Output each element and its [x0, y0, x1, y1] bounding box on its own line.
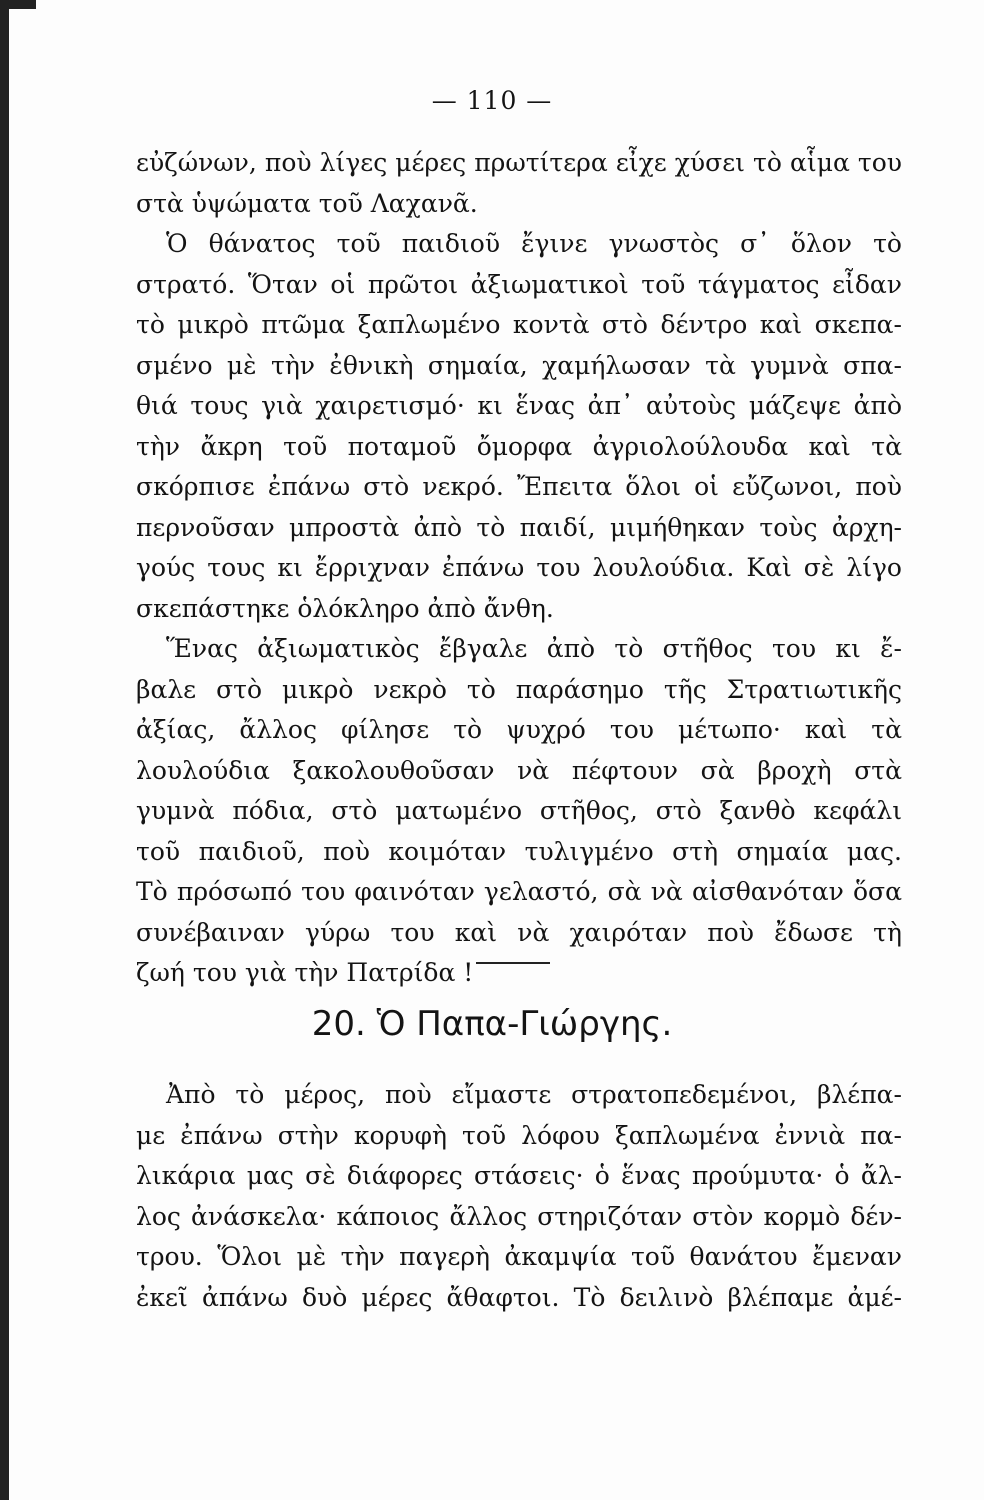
section-separator [476, 962, 550, 964]
text-line: ἐκεῖ ἀπάνω δυὸ μέρες ἄθαφτοι. Τὸ δειλινὸ βλέπαμε ἀμέ- [136, 1282, 902, 1312]
page-number: — 110 — [431, 86, 553, 115]
text-line: Ἕνας ἀξιωματικὸς ἔβγαλε ἀπὸ τὸ στῆθος του κι ἔ- [166, 634, 902, 663]
text-line: στρατό. Ὅταν οἱ πρῶτοι ἀξιωματικοὶ τοῦ τάγματος εἶδαν [136, 269, 902, 299]
body-text-lower [136, 1075, 902, 1318]
body-text-upper [136, 143, 902, 994]
text-line: συνέβαιναν γύρω του καὶ νὰ χαιρόταν ποὺ ἔδωσε τὴ [136, 917, 902, 947]
text-line: τοῦ παιδιοῦ, ποὺ κοιμόταν τυλιγμένο στὴ σημαία μας. [136, 836, 902, 866]
text-line: ζωή του γιὰ τὴν Πατρίδα ! [136, 958, 474, 987]
text-line: σκόρπισε ἐπάνω στὸ νεκρό. Ἔπειτα ὅλοι οἱ εὔζωνοι, ποὺ [136, 472, 902, 501]
text-line: σμένο μὲ τὴν ἐθνικὴ σημαία, χαμήλωσαν τὰ γυμνὰ σπα- [136, 350, 902, 380]
scan-border-top [0, 0, 36, 9]
text-line: θιά τους γιὰ χαιρετισμό· κι ἕνας ἀπ᾿ αὐτοὺς μάζεψε ἀπὸ [136, 391, 902, 420]
scan-border-left [0, 0, 9, 1500]
text-line: ἀξίας, ἄλλος φίλησε τὸ ψυχρό του μέτωπο· καὶ τὰ [136, 715, 902, 744]
text-line: Ὁ θάνατος τοῦ παιδιοῦ ἔγινε γνωστὸς σ᾿ ὅλον τὸ [166, 229, 902, 258]
text-line: Ἀπὸ τὸ μέρος, ποὺ εἴμαστε στρατοπεδεμένοι, βλέπα- [166, 1080, 902, 1109]
text-line: τὸ μικρὸ πτῶμα ξαπλωμένο κοντὰ στὸ δέντρο καὶ σκεπα- [136, 310, 902, 339]
text-line: λικάρια μας σὲ διάφορες στάσεις· ὁ ἕνας προύμυτα· ὁ ἄλ- [136, 1161, 902, 1190]
text-line: εὐζώνων, ποὺ λίγες μέρες πρωτίτερα εἶχε χύσει τὸ αἷμα του [136, 148, 902, 177]
text-line: με ἐπάνω στὴν κορυφὴ τοῦ λόφου ξαπλωμένα ἐννιὰ πα- [136, 1120, 902, 1150]
text-line: λουλούδια ξακολουθοῦσαν νὰ πέφτουν σὰ βροχὴ στὰ [136, 755, 902, 785]
text-line: στὰ ὑψώματα τοῦ Λαχανᾶ. [136, 188, 478, 218]
text-line: τρου. Ὅλοι μὲ τὴν παγερὴ ἀκαμψία τοῦ θανάτου ἔμεναν [136, 1242, 902, 1271]
text-line: τὴν ἄκρη τοῦ ποταμοῦ ὄμορφα ἀγριολούλουδα καὶ τὰ [136, 431, 902, 461]
text-line: βαλε στὸ μικρὸ νεκρὸ τὸ παράσημο τῆς Στρατιωτικῆς [136, 674, 902, 704]
text-line: Τὸ πρόσωπό του φαινόταν γελαστό, σὰ νὰ αἰσθανόταν ὅσα [136, 877, 902, 906]
text-line: γούς τους κι ἔρριχναν ἐπάνω του λουλούδια. Καὶ σὲ λίγο [136, 553, 902, 582]
text-line: λος ἀνάσκελα· κάποιος ἄλλος στηριζόταν στὸν κορμὸ δέν- [136, 1201, 902, 1231]
text-line: γυμνὰ πόδια, στὸ ματωμένο στῆθος, στὸ ξανθὸ κεφάλι [136, 796, 902, 825]
text-line: σκεπάστηκε ὁλόκληρο ἀπὸ ἄνθη. [136, 593, 554, 623]
text-line: περνοῦσαν μπροστὰ ἀπὸ τὸ παιδί, μιμήθηκαν τοὺς ἀρχη- [136, 512, 902, 542]
chapter-title: 20. Ὁ Παπα-Γιώργης. [311, 1004, 673, 1044]
